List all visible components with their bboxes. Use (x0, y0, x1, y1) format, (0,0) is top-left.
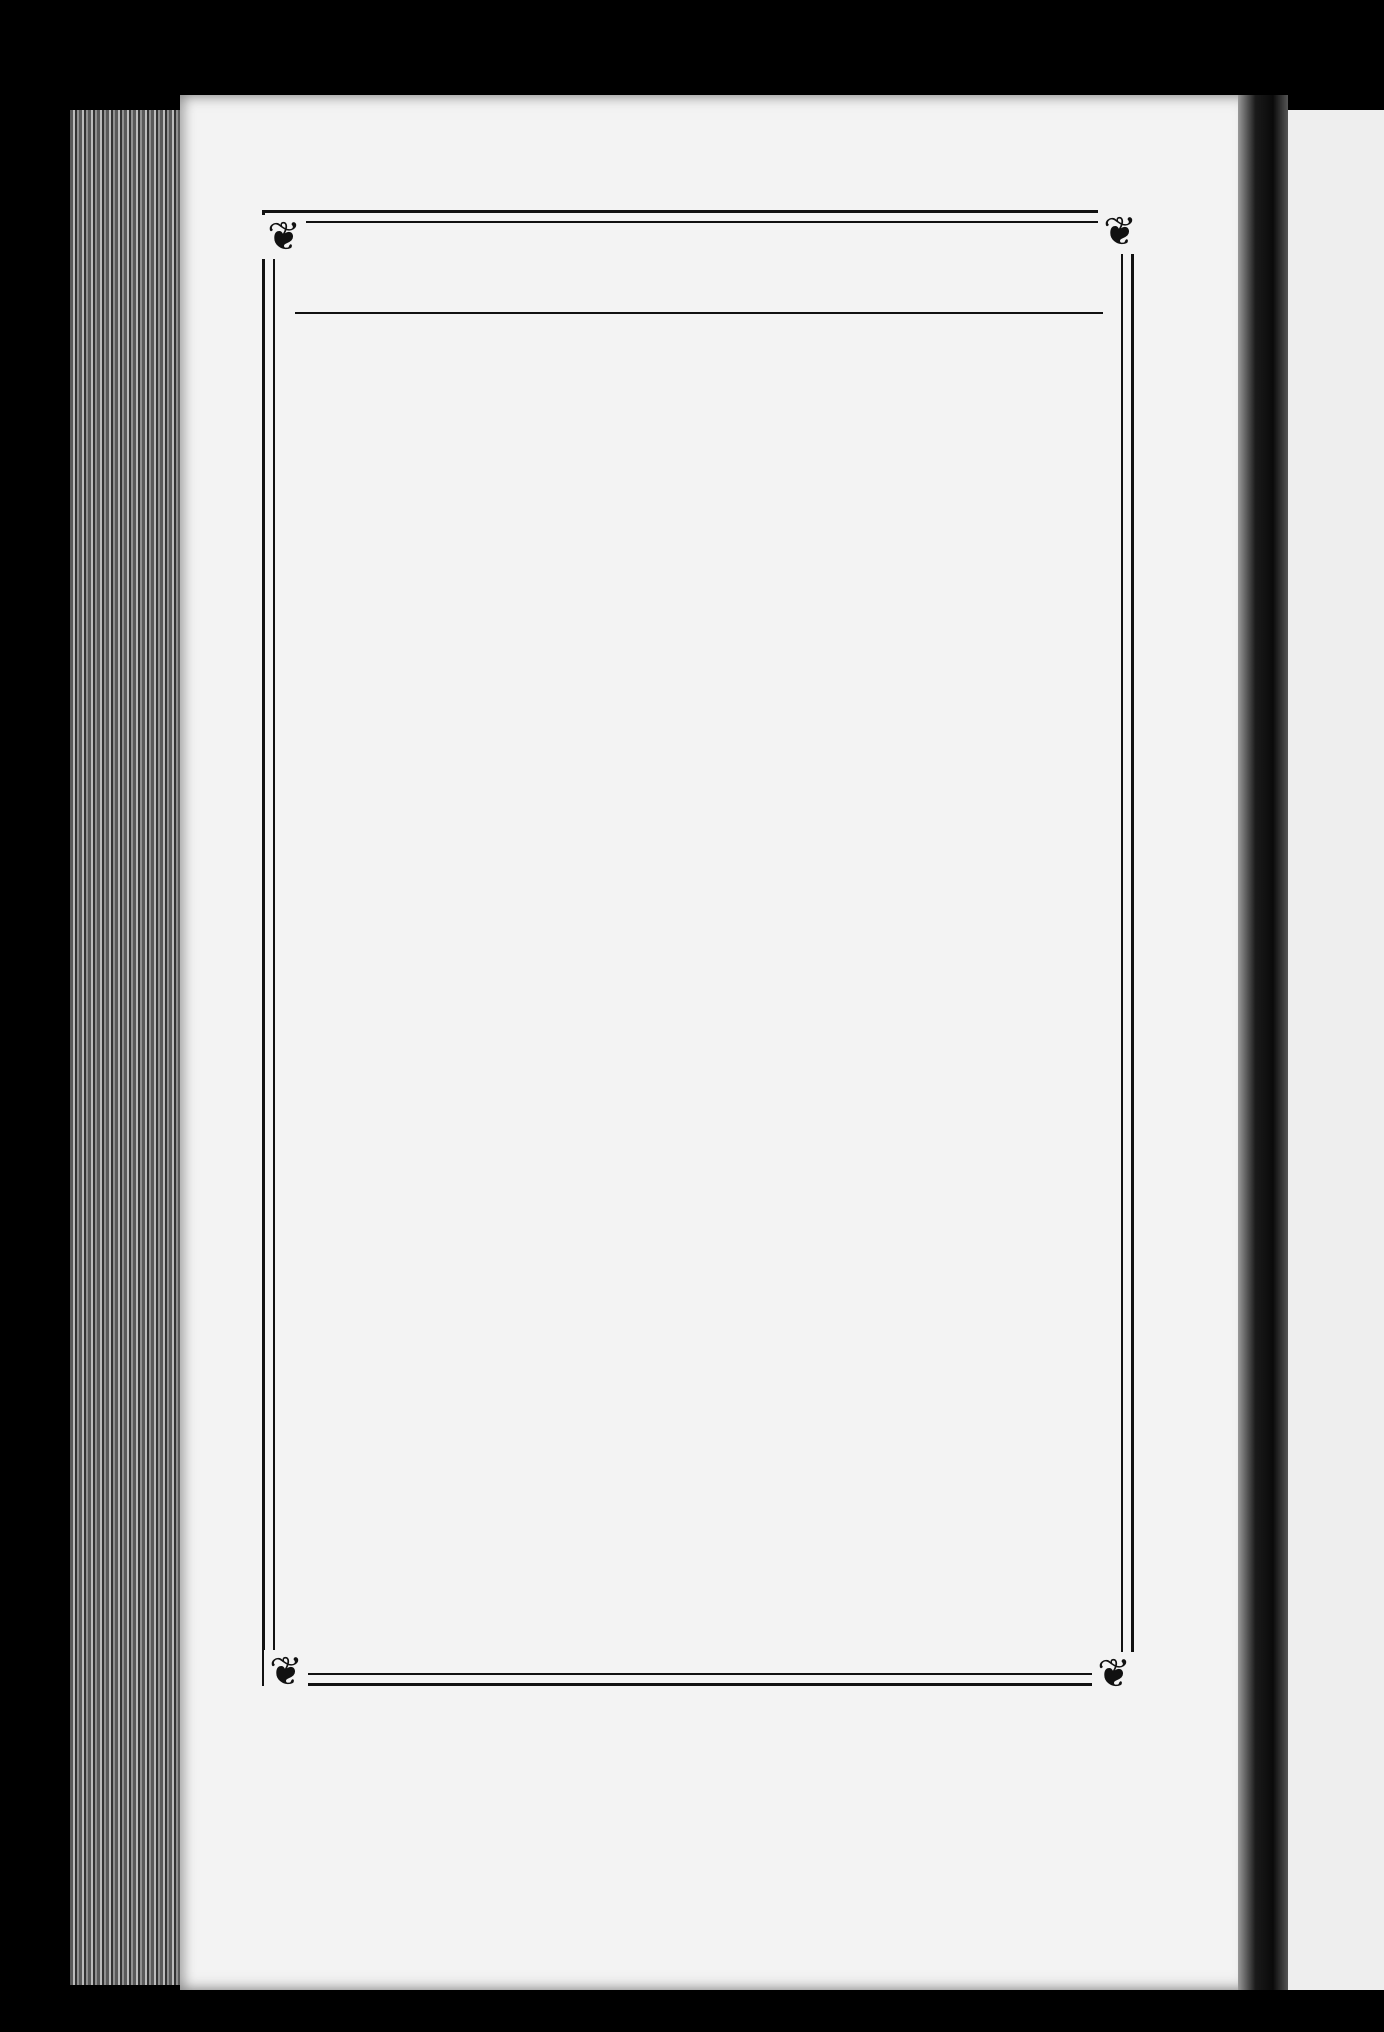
corner-ornament-icon: ❦ (262, 215, 306, 259)
header-rule (295, 312, 1103, 314)
page-body (295, 355, 1107, 357)
right-page-fragment (1285, 110, 1384, 1990)
book-page-edges (70, 110, 191, 1985)
corner-ornament-icon: ❦ (1092, 1652, 1136, 1696)
corner-ornament-icon: ❦ (1098, 210, 1142, 254)
book-gutter (1238, 95, 1288, 1990)
decorative-page-frame (262, 210, 1134, 1686)
corner-ornament-icon: ❦ (264, 1650, 308, 1694)
